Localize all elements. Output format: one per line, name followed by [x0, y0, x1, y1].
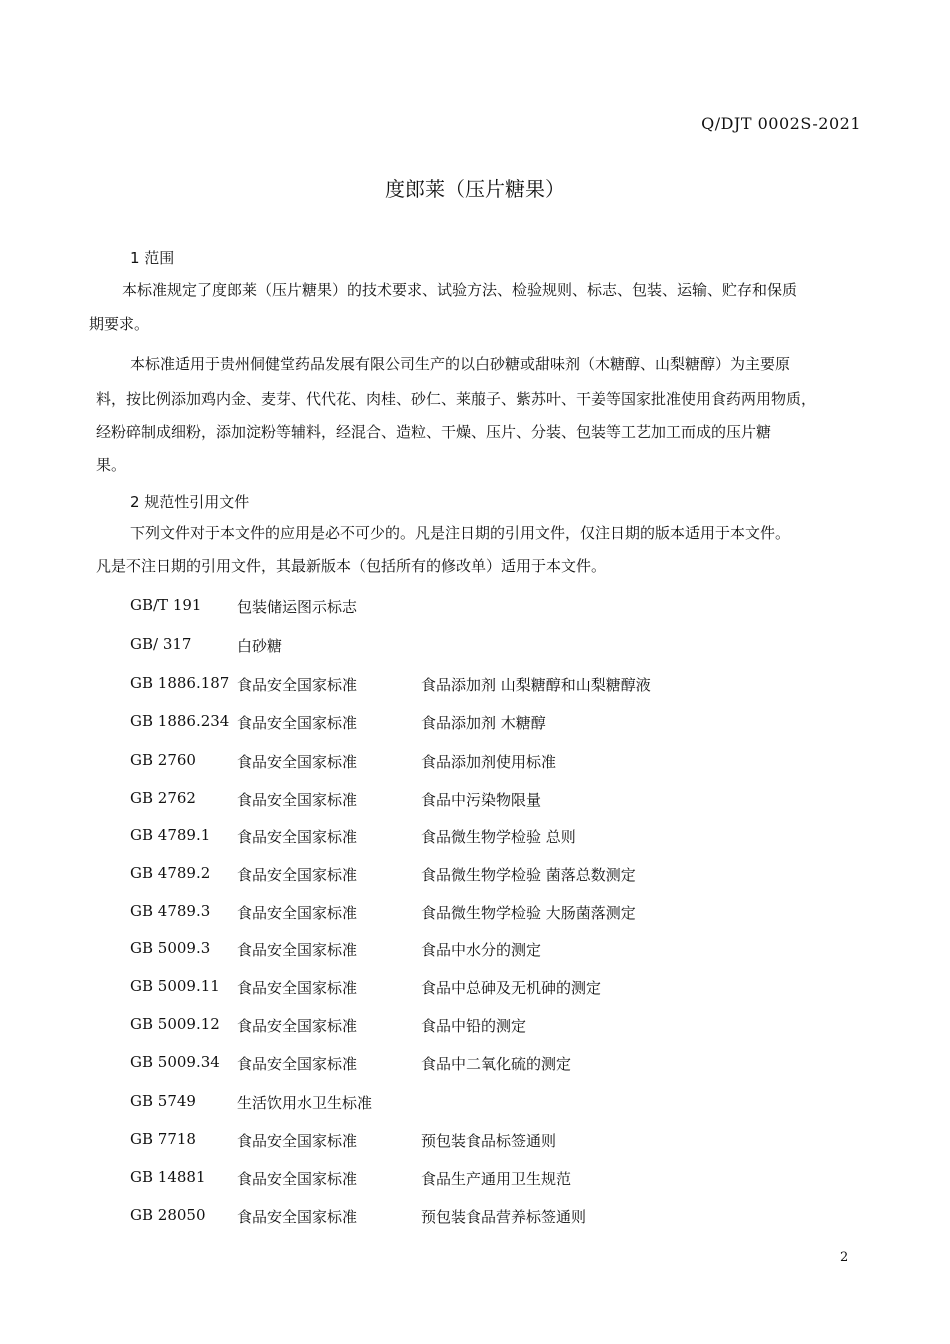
reference-code: GB 4789.2 — [130, 864, 211, 882]
reference-code: GB/T 191 — [130, 596, 202, 614]
reference-subtitle: 食品中二氧化硫的测定 — [421, 1055, 572, 1073]
scope-paragraph-1-line-1: 本标准规定了度郎莱（压片糖果）的技术要求、试验方法、检验规则、标志、包装、运输、贮存和保质 — [122, 281, 798, 299]
page-number: 2 — [840, 1250, 849, 1265]
reference-subtitle: 食品中总砷及无机砷的测定 — [421, 979, 602, 997]
normative-paragraph-line-2: 凡是不注日期的引用文件，其最新版本（包括所有的修改单）适用于本文件。 — [96, 557, 607, 575]
reference-subtitle: 食品中水分的测定 — [421, 941, 542, 959]
scope-paragraph-2-line-2: 料，按比例添加鸡内金、麦芽、代代花、肉桂、砂仁、莱菔子、紫苏叶、干姜等国家批准使用食药两用物质， — [96, 390, 817, 408]
reference-subtitle: 食品中污染物限量 — [421, 791, 542, 809]
reference-subtitle: 食品添加剂 木糖醇 — [421, 714, 546, 732]
reference-title: 食品安全国家标准 — [237, 676, 358, 694]
section-heading-scope: 1 范围 — [130, 249, 175, 267]
reference-title: 食品安全国家标准 — [237, 1170, 358, 1188]
reference-code: GB 7718 — [130, 1130, 196, 1148]
section-heading-normative-references: 2 规范性引用文件 — [130, 493, 250, 511]
reference-title: 食品安全国家标准 — [237, 828, 358, 846]
reference-subtitle: 食品添加剂使用标准 — [421, 753, 557, 771]
reference-subtitle: 预包装食品标签通则 — [421, 1132, 557, 1150]
reference-code: GB 4789.3 — [130, 902, 211, 920]
reference-subtitle: 食品微生物学检验 总则 — [421, 828, 576, 846]
reference-subtitle: 食品中铅的测定 — [421, 1017, 527, 1035]
reference-title: 食品安全国家标准 — [237, 866, 358, 884]
reference-code: GB/ 317 — [130, 635, 192, 653]
reference-code: GB 4789.1 — [130, 826, 211, 844]
reference-code: GB 2762 — [130, 789, 196, 807]
reference-code: GB 14881 — [130, 1168, 206, 1186]
reference-code: GB 1886.187 — [130, 674, 230, 692]
reference-title: 包装储运图示标志 — [237, 598, 358, 616]
reference-code: GB 28050 — [130, 1206, 206, 1224]
scope-paragraph-2-line-4: 果。 — [96, 456, 127, 474]
normative-paragraph-line-1: 下列文件对于本文件的应用是必不可少的。凡是注日期的引用文件，仅注日期的版本适用于本文件。 — [130, 524, 791, 542]
reference-code: GB 5009.11 — [130, 977, 220, 995]
reference-title: 食品安全国家标准 — [237, 1132, 358, 1150]
reference-code: GB 5009.34 — [130, 1053, 220, 1071]
document-number: Q/DJT 0002S-2021 — [701, 114, 861, 133]
reference-title: 食品安全国家标准 — [237, 941, 358, 959]
reference-title: 白砂糖 — [237, 637, 283, 655]
reference-subtitle: 预包装食品营养标签通则 — [421, 1208, 587, 1226]
reference-title: 食品安全国家标准 — [237, 1017, 358, 1035]
reference-code: GB 1886.234 — [130, 712, 230, 730]
scope-paragraph-2-line-3: 经粉碎制成细粉，添加淀粉等辅料，经混合、造粒、干燥、压片、分装、包装等工艺加工而成的压片糖 — [96, 423, 772, 441]
reference-title: 食品安全国家标准 — [237, 753, 358, 771]
reference-code: GB 5749 — [130, 1092, 196, 1110]
document-title: 度郎莱（压片糖果） — [385, 177, 565, 201]
reference-title: 生活饮用水卫生标准 — [237, 1094, 373, 1112]
reference-title: 食品安全国家标准 — [237, 1055, 358, 1073]
reference-title: 食品安全国家标准 — [237, 791, 358, 809]
reference-code: GB 5009.12 — [130, 1015, 220, 1033]
reference-subtitle: 食品微生物学检验 大肠菌落测定 — [421, 904, 636, 922]
reference-subtitle: 食品添加剂 山梨糖醇和山梨糖醇液 — [421, 676, 651, 694]
reference-title: 食品安全国家标准 — [237, 979, 358, 997]
reference-code: GB 2760 — [130, 751, 196, 769]
reference-title: 食品安全国家标准 — [237, 1208, 358, 1226]
scope-paragraph-2-line-1: 本标准适用于贵州侗健堂药品发展有限公司生产的以白砂糖或甜味剂（木糖醇、山梨糖醇）为主要原 — [130, 355, 791, 373]
reference-title: 食品安全国家标准 — [237, 904, 358, 922]
reference-subtitle: 食品微生物学检验 菌落总数测定 — [421, 866, 636, 884]
reference-title: 食品安全国家标准 — [237, 714, 358, 732]
reference-subtitle: 食品生产通用卫生规范 — [421, 1170, 572, 1188]
scope-paragraph-1-line-2: 期要求。 — [89, 315, 150, 333]
reference-code: GB 5009.3 — [130, 939, 211, 957]
